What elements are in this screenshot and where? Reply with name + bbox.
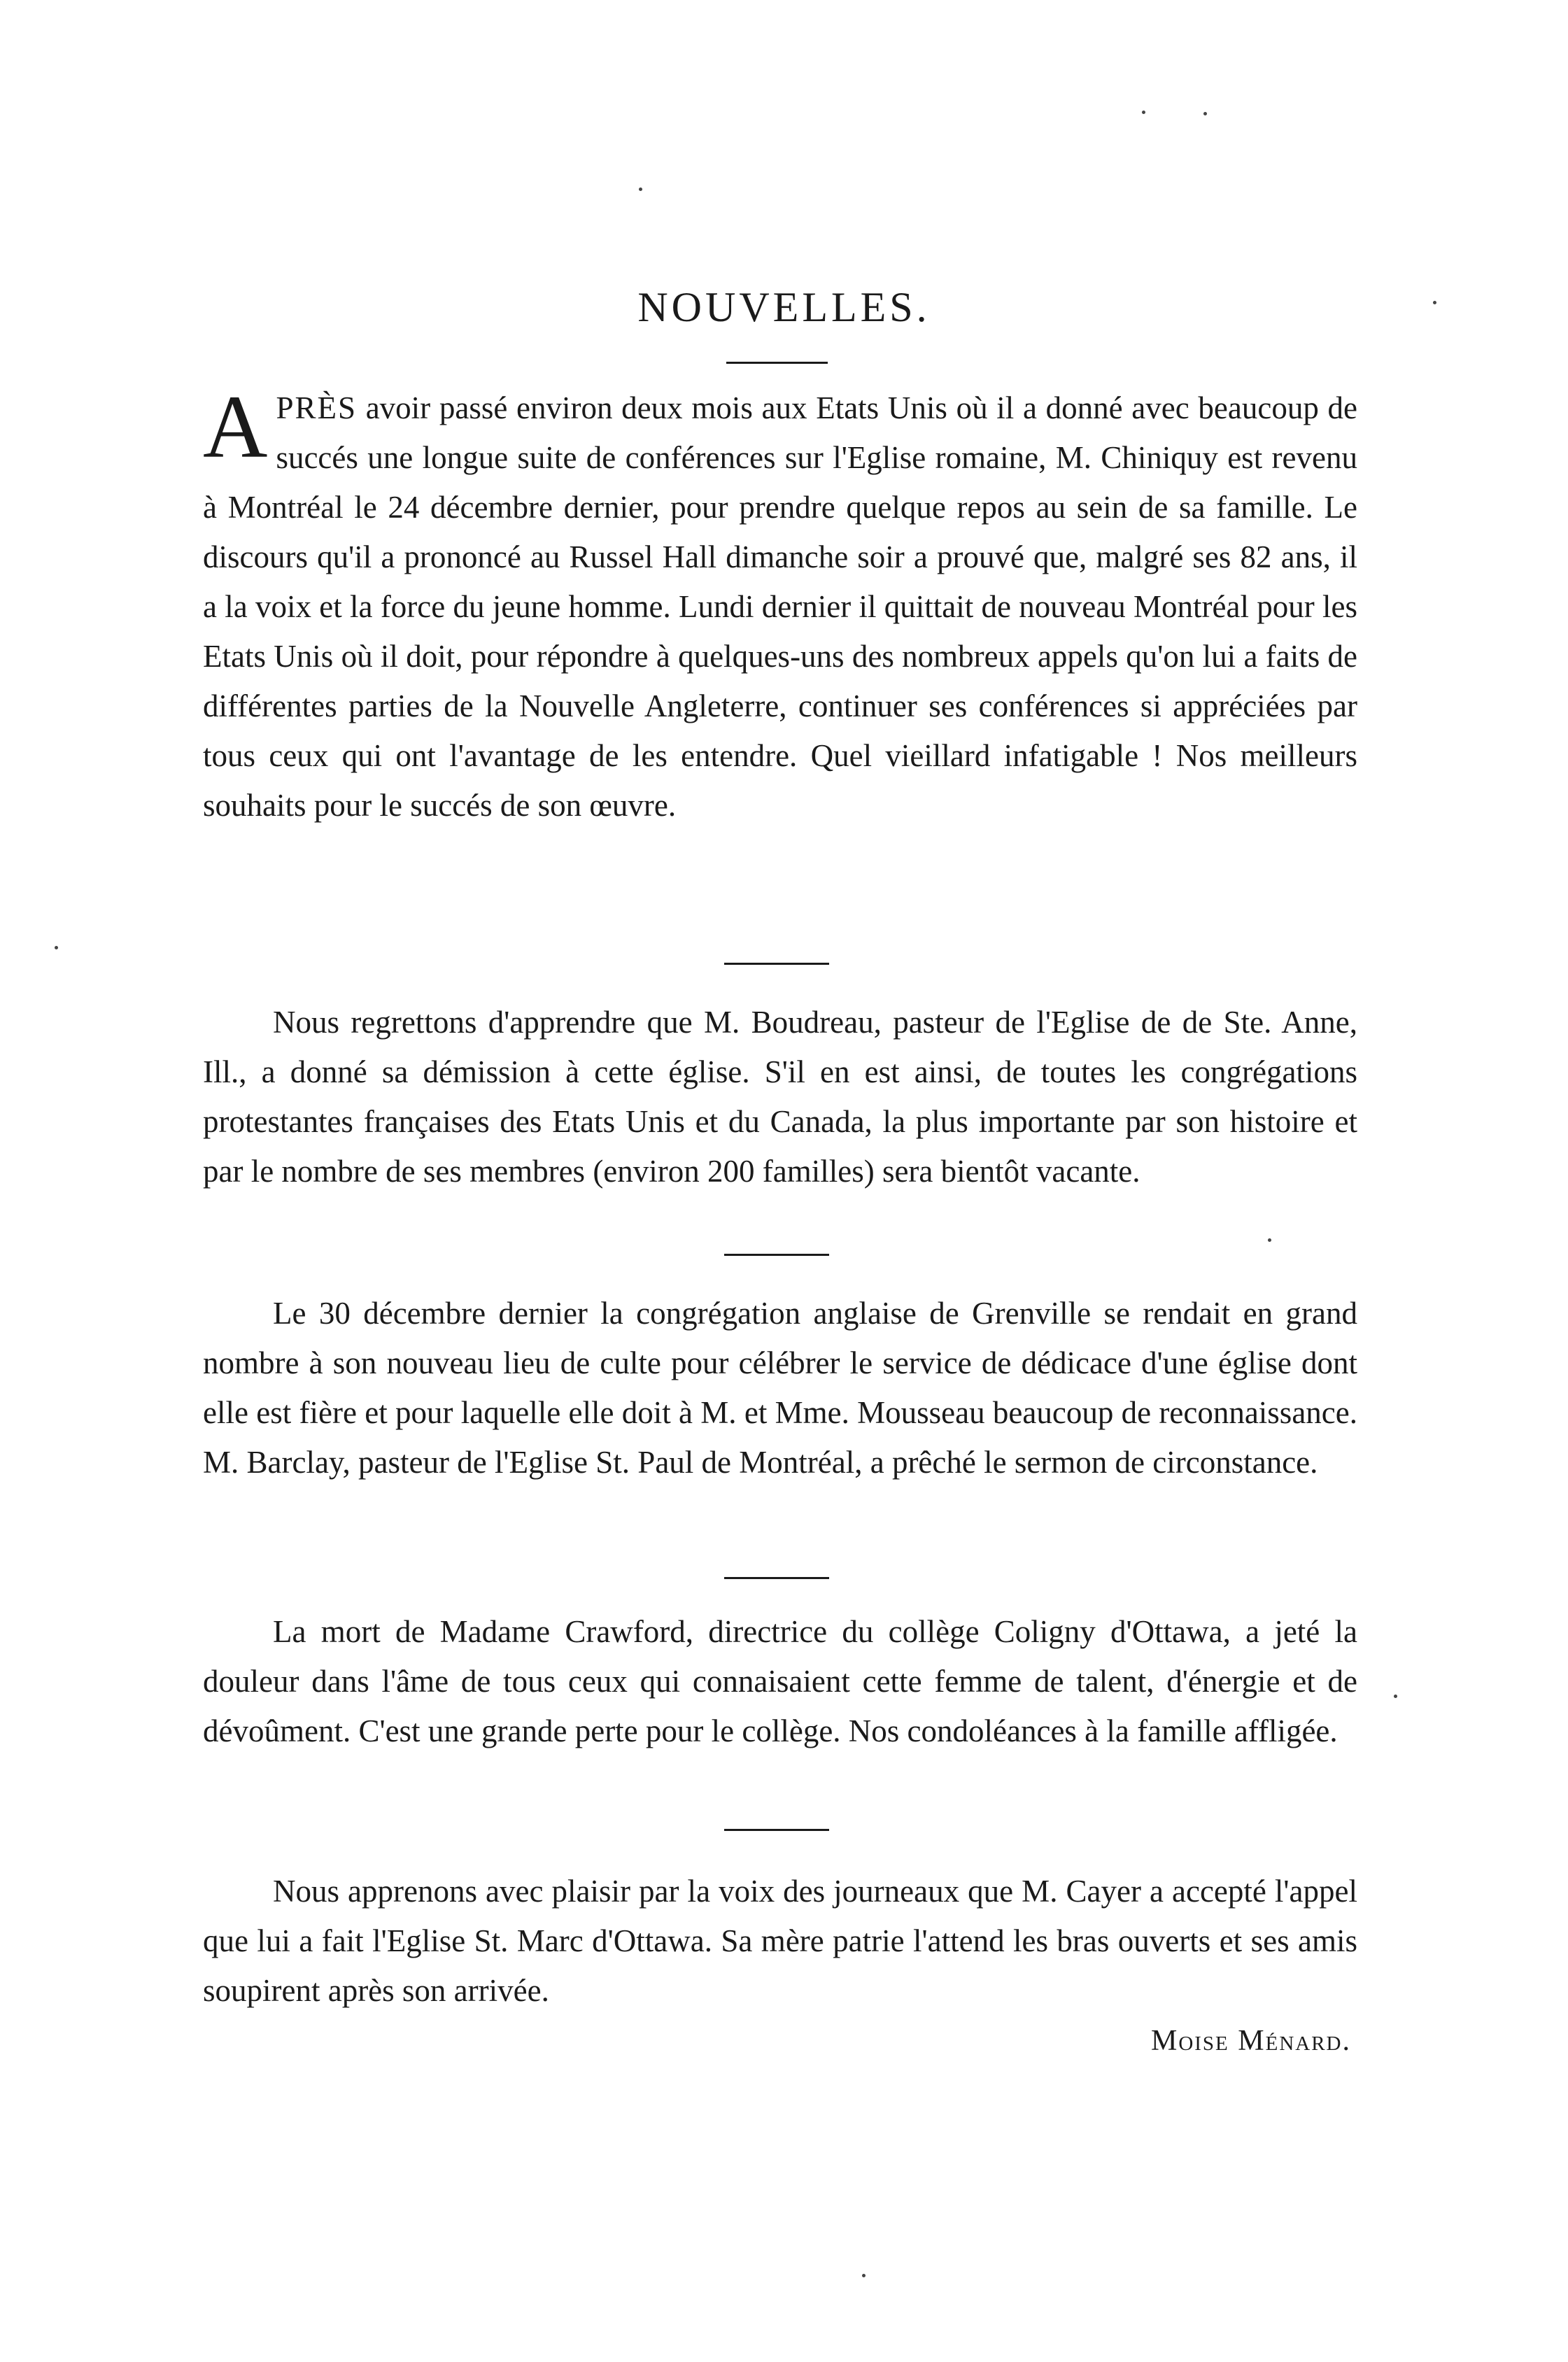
scan-speck (1203, 112, 1207, 115)
section-divider (724, 963, 829, 965)
article-chiniquy (203, 377, 1357, 830)
scan-speck (1268, 1238, 1271, 1242)
article-body: avoir passé environ deux mois aux Etats Unis où il a donné avec beaucoup de succés une longue suite de conférences sur l'Eglise romaine, M. Chiniquy est revenu à Montréal le 24 décembre dernier, pour prendre quelque repos au sein de sa famille. Le discours qu'il a prononcé au Russel Hall dimanche soir a prouvé que, malgré ses 82 ans, il a la voix et la force du jeune homme. Lundi dernier il quittait de nouveau Montréal pour les Etats Unis où il doit, pour répondre à quelques-uns des nombreux appels qu'on lui a faits de différentes parties de la Nouvelle Angleterre, continuer ses conférences si appréciées par tous ceux qui ont l'avantage de les entendre. Quel vieillard infatigable ! Nos meilleurs souhaits pour le succés de son œuvre. (203, 390, 1357, 823)
title-divider (726, 362, 828, 364)
scan-speck (639, 188, 642, 191)
author-signature: Moise Ménard. (1150, 2025, 1351, 2057)
scan-speck (1142, 111, 1145, 114)
section-divider (724, 1577, 829, 1579)
article-cayer: Nous apprenons avec plaisir par la voix des journeaux que M. Cayer a accepté l'appel que lui a fait l'Eglise St. Marc d'Ottawa. Sa mère patrie l'attend les bras ouverts et ses amis soupirent après son arrivée. (203, 1874, 1357, 2008)
scan-speck (862, 2274, 866, 2277)
scan-speck (1433, 301, 1436, 304)
section-divider (724, 1829, 829, 1831)
drop-cap: A (203, 377, 268, 476)
article-grenville: Le 30 décembre dernier la congrégation anglaise de Grenville se rendait en grand nombre à son nouveau lieu de culte pour célébrer le service de dédicace d'une église dont elle est fière et pour laquelle elle doit à M. et Mme. Mousseau beaucoup de reconnaissance. M. Barclay, pasteur de l'Eglise St. Paul de Montréal, a prêché le sermon de circonstance. (203, 1296, 1357, 1480)
article-lead-word: PRÈS (276, 390, 357, 425)
scan-speck (1394, 1695, 1397, 1698)
scan-speck (55, 946, 58, 949)
section-divider (724, 1254, 829, 1256)
article-boudreau: Nous regrettons d'apprendre que M. Boudreau, pasteur de l'Eglise de de Ste. Anne, Ill., a donné sa démission à cette église. S'il en est ainsi, de toutes les congrégations protestantes françaises des Etats Unis et du Canada, la plus importante par son histoire et par le nombre de ses membres (environ 200 familles) sera bientôt vacante. (203, 1005, 1357, 1189)
article-crawford: La mort de Madame Crawford, directrice du collège Coligny d'Ottawa, a jeté la douleur dans l'âme de tous ceux qui connaisaient cette femme de talent, d'énergie et de dévoûment. C'est une grande perte pour le collège. Nos condoléances à la famille affligée. (203, 1614, 1357, 1748)
page-title: NOUVELLES. (637, 284, 931, 330)
